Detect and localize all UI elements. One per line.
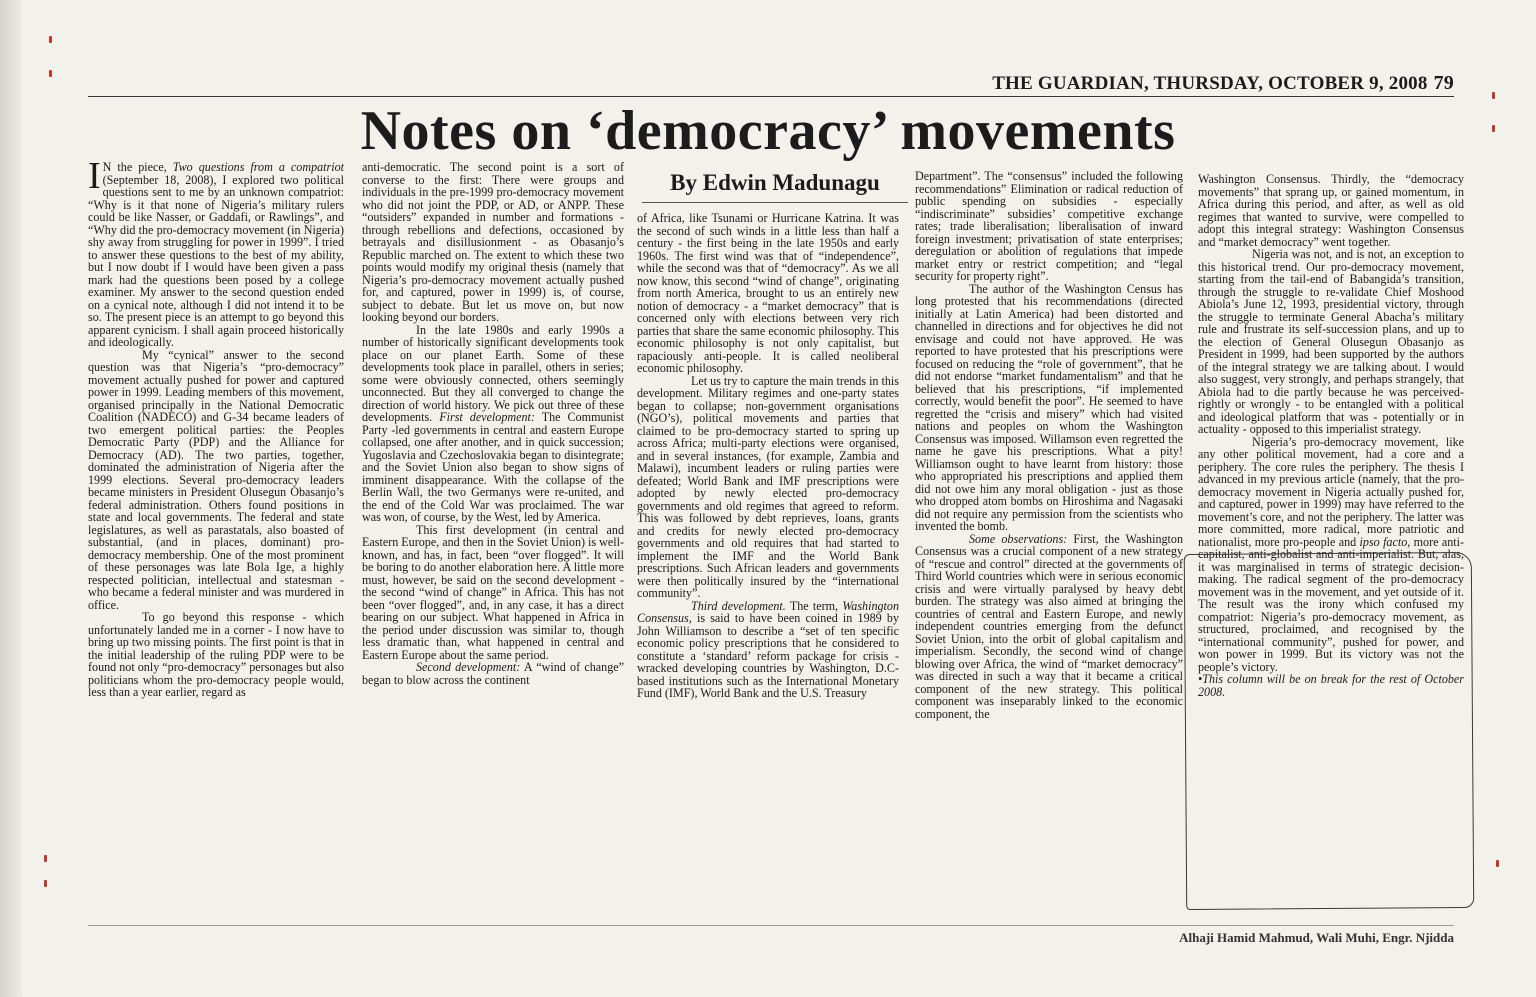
article-paragraph: The author of the Washington Census has long protested that his recommendations (directed initially at Latin America) had been distorted and channelled in directions and for objectives he did not envisage and could not have approved. He was reported to have protested that his prescriptions were focused on reducing the “role of government”, that he did not endorse “market fundamentalism” and that he believed that his prescriptions, “if implemented correctly, would benefit the poor”. He seemed to have regretted the “crisis and misery” which had visited nations and peoples on whom the Washington Consensus was imposed. Willamson even regretted the name he gave his prescriptions. What a pity! Williamson ought to have learnt from history: those who appropriated his prescriptions and applied them did not owe him any moral obligation - just as those who dropped atom bombs on Hiroshima and Nagasaki did not require any permission from the scientists who invented the bomb. bbox=[915, 281, 1183, 533]
page-number: 79 bbox=[1433, 72, 1454, 94]
article-paragraph: Second development: A “wind of change” began to blow across the continent bbox=[362, 660, 624, 687]
margin-mark bbox=[49, 36, 52, 43]
article-paragraph: This first development (in central and Eastern Europe, and then in the Soviet Union) is well-known, and has, in fact, been “over flogged”. It will be boring to do another elaboration here. A little more must, however, be said on the second development - the second “wind of change” in Africa. This has not been “over flogged”, and, in any case, it has a direct bearing on our subject. What happened in Africa in the period under discussion was similar to, though less dramatic than, what happened in central and Eastern Europe about the same period. bbox=[362, 522, 624, 662]
footer-rule bbox=[88, 925, 1454, 926]
article-column-2 bbox=[362, 161, 624, 881]
masthead bbox=[992, 72, 1454, 95]
handwritten-pen-outline bbox=[1184, 552, 1474, 910]
margin-mark bbox=[44, 855, 47, 862]
article-column-1 bbox=[88, 161, 344, 881]
article-paragraph: In the late 1980s and early 1990s a number of historically significant developments took place on our planet Earth. Some of these developments took place in parallel, others in series; some were obviously connected, others seemingly unconnected. But they all converged to change the direction of world history. We pick out three of these developments. First development: The Communist Party -led governments in central and eastern Europe collapsed, one after another, and in quick succession; Yugoslavia and Czechoslovakia began to disintegrate; and the Soviet Union also began to show signs of imminent disappearance. With the collapse of the Berlin Wall, the two Germanys were re-united, and the end of the Cold War was proclaimed. The war was won, of course, by the West, led by America. bbox=[362, 322, 624, 524]
article-paragraph: of Africa, like Tsunami or Hurricane Katrina. It was the second of such winds in a little less than half a century - the first being in the late 1950s and early 1960s. The first wind was that of “independence”, while the second was that of “democracy”. As we all now know, this second “wind of change”, originating from north America, brought to us an entirely new notion of democracy - a “market democracy” that is concerned only with elections between very rich parties that share the same economic philosophy. This economic philosophy is not only capitalist, but rapaciously anti-people. It is called neoliberal economic philosophy. bbox=[637, 212, 899, 375]
article-paragraph: IN the piece, Two questions from a compatriot (September 18, 2008), I explored two political questions sent to me by an unknown compatriot: “Why is it that none of Nigeria’s military rulers could be like Nasser, or Gaddafi, or Rawlings”, and “Why did the pro-democracy movement (in Nigeria) shy away from struggling for power in 1999”. I tried to answer these questions to the best of my ability, but I now doubt if I would have been given a pass mark had the questions been posed by a college examiner. My answer to the second question ended on a cynical note, although I did not intend it to be so. The present piece is an attempt to go beyond this apparent cynicism. I shall again proceed historically and ideologically. bbox=[88, 161, 344, 349]
article-paragraph: anti-democratic. The second point is a sort of converse to the first: There were groups and individuals in the pre-1999 pro-democracy movement who did not joint the PDP, or AD, or ANPP. These “outsiders” expanded in number and formations - through rebellions and defections, occasioned by betrayals and disillusionment - as Obasanjo’s Republic marched on. The extent to which these two points would modify my original thesis (namely that Nigeria’s pro-democracy movement actually pushed for, and captured, power in 1999) is, of course, subject to debate. But let us move on, but now looking beyond our borders. bbox=[362, 161, 624, 324]
article-paragraph: Let us try to capture the main trends in this development. Military regimes and one-party states began to collapse; non-government organisations (NGO’s), political movements and parties that claimed to be pro-democracy started to spring up across Africa; multi-party elections were organised, and in several instances, (for example, Zambia and Malawi), incumbent leaders or ruling parties were defeated; World Bank and IMF prescriptions were adopted by newly elected pro-democracy governments and old regimes that agreed to reform. This was followed by debt reprieves, loans, grants and credits for newly elected pro-democracy governments and old requires that had started to implement the IMF and the World Bank prescriptions. Such African leaders and governments were then politically insured by the “international community”. bbox=[637, 373, 899, 600]
masthead-paper: THE GUARDIAN, THURSDAY, OCTOBER 9, 2008 bbox=[992, 73, 1428, 94]
article-paragraph: •This column will be on break for the rest of October 2008. bbox=[1198, 672, 1464, 699]
article-paragraph: Nigeria’s pro-democracy movement, like any other political movement, had a core and a periphery. The core rules the periphery. The thesis I advanced in my previous article (namely, that the pro-democracy movement in Nigeria actually pushed for, and captured, power in 1999) may have referred to the movement’s core, and not the periphery. The latter was more committed, more radical, more patriotic and nationalist, more pro-people and ipso facto, more anti-capitalist, anti-globalist and anti-imperialist. But, alas, it was marginalised in terms of strategic decision-making. The radical segment of the pro-democracy movement was in the movement, and yet outside of it. The result was the irony which confused my compatriot: Nigeria’s pro-democracy movement, as structured, proclaimed, and recognised by the “international community”, pushed for power, and won power in 1999. But its victory was not the people’s victory. bbox=[1198, 434, 1464, 674]
article-paragraph: Third development. The term, Washington Consensus, is said to have been coined in 1989 by John Williamson to describe a “set of ten specific economic policy prescriptions that he considered to constitute a ‘standard’ reform package for crisis -wracked developing countries by Washington, D.C-based institutions such as the International Monetary Fund (IMF), World Bank and the U.S. Treasury bbox=[637, 598, 899, 700]
article-paragraph: My “cynical” answer to the second question was that Nigeria’s “pro-democracy” movement actually pushed for power and captured power in 1999. Leading members of this movement, organised principally in the National Democratic Coalition (NADECO) and G-34 became leaders of two emergent political parties: the Peoples Democratic Party (PDP) and the Alliance for Democracy (AD). The two parties, together, dominated the administration of Nigeria after the 1999 elections. Several pro-democracy leaders became ministers in President Olusegun Obasanjo’s federal administration. Others found positions in state and local governments. The federal and state legislatures, as well as parastatals, also boasted of substantial, (and in places, dominant) pro-democracy membership. One of the most prominent of these personages was late Bola Ige, a highly respected politician, intellectual and statesman - who became a federal minister and was murdered in office. bbox=[88, 347, 344, 612]
article-column-3 bbox=[637, 212, 899, 902]
article-paragraph: Nigeria was not, and is not, an exception to this historical trend. Our pro-democracy movement, starting from the tail-end of Babangida’s transition, through the struggle to re-validate Chief Moshood Abiola’s June 12, 1993, presidential victory, through the struggle to terminate General Abacha’s military rule and frustrate its self-succession plans, and up to the election of General Olusegun Obasanjo as President in 1999, had been supported by the authors of the integral strategy we are talking about. I would also suggest, very strongly, and perhaps strangely, that Abiola had to die partly because he was perceived-rightly or wrongly - to be entangled with a political and ideological platform that was - potentially or in actuality - opposed to this imperialist strategy. bbox=[1198, 247, 1464, 436]
article-headline: Notes on ‘democracy’ movements bbox=[360, 100, 1176, 162]
article-paragraph: Department”. The “consensus” included the following recommendations” Elimination or radical reduction of public spending on subsidies - especially “indiscriminate” subsidies’ competitive exchange rates; trade liberalisation; liberalisation of inward foreign investment; privatisation of state enterprises; deregulation or abolition of regulations that impede market entry or restrict competition; and “legal security for property right”. bbox=[915, 170, 1183, 283]
margin-mark bbox=[49, 70, 52, 77]
next-article-snippet: Alhaji Hamid Mahmud, Wali Muhi, Engr. Njidda bbox=[1179, 930, 1454, 945]
article-paragraph: Washington Consensus. Thirdly, the “democracy movements” that sprang up, or gained momentum, in Africa during this period, and after, as well as old regimes that wanted to survive, were compelled to adopt this integral strategy: Washington Consensus and “market democracy” went together. bbox=[1198, 173, 1464, 249]
byline: By Edwin Madunagu bbox=[670, 170, 880, 195]
article-paragraph: Some observations: First, the Washington Consensus was a crucial component of a new strategy of “rescue and control” directed at the governments of Third World countries which were in serious economic crisis and were virtually paralysed by heavy debt burden. The strategy was also aimed at bringing the countries of central and Eastern Europe, and newly independent countries emerging from the defunct Soviet Union, into the orbit of global capitalism and imperialism. Secondly, the second wind of change blowing over Africa, the wind of “market democracy” was directed in such a way that it became a critical component of the new strategy. This political component was inseparably linked to the economic component, the bbox=[915, 531, 1183, 721]
margin-mark bbox=[44, 880, 47, 887]
article-column-4 bbox=[915, 170, 1183, 910]
margin-mark bbox=[1496, 860, 1499, 867]
byline-rule bbox=[642, 202, 908, 203]
article-paragraph: To go beyond this response - which unfortunately landed me in a corner - I now have to bring up two missing points. The first point is that in the initial leadership of the ruling PDP were to be found not only “pro-democracy” personages but also politicians whom the pro-democracy people would, less than a year earlier, regard as bbox=[88, 610, 344, 699]
